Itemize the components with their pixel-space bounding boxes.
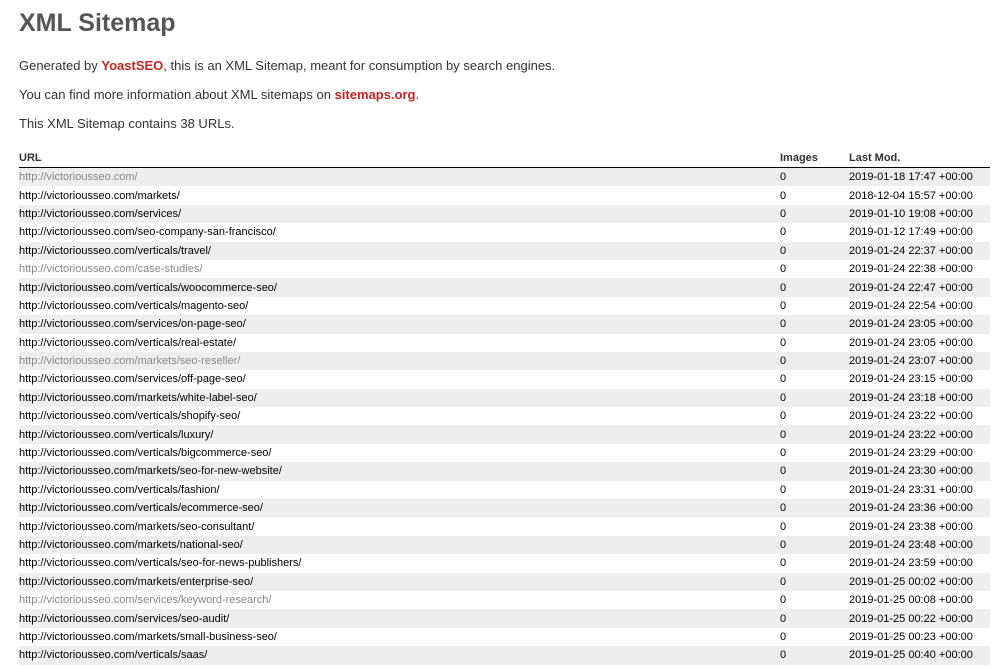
last-modified: 2019-01-24 23:22 +00:00 bbox=[849, 410, 973, 423]
table-row bbox=[19, 223, 990, 241]
last-modified: 2019-01-24 22:47 +00:00 bbox=[849, 278, 990, 296]
images-count: 0 bbox=[780, 189, 787, 202]
table-row bbox=[19, 517, 990, 535]
last-modified: 2019-01-25 00:08 +00:00 bbox=[849, 594, 973, 607]
url-link[interactable]: http://victoriousseo.com/services/ bbox=[19, 207, 182, 220]
url-cell bbox=[19, 646, 780, 664]
table-row bbox=[19, 352, 990, 370]
table-row bbox=[19, 554, 990, 572]
last-modified: 2018-12-04 15:57 +00:00 bbox=[849, 189, 973, 202]
table-row bbox=[19, 646, 990, 664]
last-modified: 2019-01-24 22:38 +00:00 bbox=[849, 263, 973, 276]
url-cell bbox=[19, 260, 780, 278]
url-link[interactable]: http://victoriousseo.com/markets/ bbox=[19, 189, 180, 202]
intro-more-info-after: . bbox=[415, 87, 420, 102]
table-body bbox=[19, 168, 990, 665]
intro-more-info bbox=[19, 87, 990, 103]
table-row bbox=[19, 205, 990, 223]
last-modified: 2019-01-25 00:40 +00:00 bbox=[849, 646, 990, 664]
images-count: 0 bbox=[780, 263, 787, 276]
images-count: 0 bbox=[780, 226, 787, 239]
url-cell bbox=[19, 573, 780, 591]
last-modified: 2019-01-24 23:48 +00:00 bbox=[849, 536, 990, 554]
last-modified: 2019-01-25 00:22 +00:00 bbox=[849, 609, 990, 627]
url-cell bbox=[19, 499, 780, 517]
intro-generated-by bbox=[19, 58, 990, 74]
url-link[interactable]: http://victoriousseo.com/verticals/seo-for-news-publishers/ bbox=[19, 557, 302, 570]
last-modified: 2019-01-24 23:07 +00:00 bbox=[849, 352, 990, 370]
url-link[interactable]: http://victoriousseo.com/verticals/real-estate/ bbox=[19, 336, 237, 349]
images-count: 0 bbox=[780, 520, 787, 533]
last-modified: 2019-01-24 23:05 +00:00 bbox=[849, 336, 973, 349]
last-modified: 2019-01-24 23:18 +00:00 bbox=[849, 389, 990, 407]
last-modified: 2019-01-24 23:22 +00:00 bbox=[849, 425, 990, 443]
table-row bbox=[19, 260, 990, 278]
sitemaps-org-link[interactable]: sitemaps.org bbox=[334, 87, 416, 102]
url-cell bbox=[19, 425, 780, 443]
last-modified: 2019-01-24 23:29 +00:00 bbox=[849, 447, 973, 460]
url-cell bbox=[19, 168, 780, 187]
intro-url-count: This XML Sitemap contains 38 URLs. bbox=[19, 116, 235, 131]
images-count: 0 bbox=[780, 499, 849, 517]
url-cell bbox=[19, 186, 780, 204]
last-modified: 2019-01-24 23:15 +00:00 bbox=[849, 373, 973, 386]
table-row bbox=[19, 168, 990, 187]
table-row bbox=[19, 186, 990, 204]
images-count: 0 bbox=[780, 594, 787, 607]
table-row bbox=[19, 628, 990, 646]
url-cell bbox=[19, 517, 780, 535]
table-row bbox=[19, 444, 990, 462]
url-cell bbox=[19, 536, 780, 554]
images-count: 0 bbox=[780, 315, 849, 333]
url-link[interactable]: http://victoriousseo.com/verticals/magento-seo/ bbox=[19, 299, 249, 312]
intro-generated-by-after: , this is an XML Sitemap, meant for consumption by search engines. bbox=[163, 58, 556, 73]
url-link[interactable]: http://victoriousseo.com/services/off-page-seo/ bbox=[19, 373, 246, 386]
url-link[interactable]: http://victoriousseo.com/services/on-page-seo/ bbox=[19, 318, 246, 331]
url-cell bbox=[19, 205, 780, 223]
table-row bbox=[19, 425, 990, 443]
url-link[interactable]: http://victoriousseo.com/verticals/travel/ bbox=[19, 244, 211, 257]
images-count: 0 bbox=[780, 447, 787, 460]
url-cell bbox=[19, 352, 780, 370]
url-cell bbox=[19, 223, 780, 241]
images-count: 0 bbox=[780, 462, 849, 480]
last-modified: 2019-01-24 23:31 +00:00 bbox=[849, 483, 973, 496]
table-row bbox=[19, 536, 990, 554]
intro-more-info-before: You can find more information about XML sitemaps on bbox=[19, 87, 335, 102]
last-modified: 2019-01-24 23:59 +00:00 bbox=[849, 557, 973, 570]
table-header-row bbox=[19, 150, 990, 168]
url-link[interactable]: http://victoriousseo.com/services/seo-audit/ bbox=[19, 612, 230, 625]
last-modified: 2019-01-24 23:36 +00:00 bbox=[849, 499, 990, 517]
last-modified: 2019-01-24 22:37 +00:00 bbox=[849, 242, 990, 260]
url-link[interactable]: http://victoriousseo.com/verticals/fashion/ bbox=[19, 483, 220, 496]
url-cell bbox=[19, 278, 780, 296]
last-modified: 2019-01-10 19:08 +00:00 bbox=[849, 205, 990, 223]
url-link[interactable]: http://victoriousseo.com/markets/seo-reseller/ bbox=[19, 355, 241, 368]
sitemap-table bbox=[19, 150, 990, 665]
images-count: 0 bbox=[780, 630, 787, 643]
images-count: 0 bbox=[780, 299, 787, 312]
url-cell bbox=[19, 315, 780, 333]
yoastseo-link[interactable]: YoastSEO bbox=[101, 58, 164, 73]
table-row bbox=[19, 481, 990, 499]
table-row bbox=[19, 499, 990, 517]
table-row bbox=[19, 462, 990, 480]
images-count: 0 bbox=[780, 425, 849, 443]
url-cell bbox=[19, 297, 780, 315]
last-modified: 2019-01-24 23:05 +00:00 bbox=[849, 315, 990, 333]
images-count: 0 bbox=[780, 278, 849, 296]
url-cell bbox=[19, 444, 780, 462]
column-header-url: URL bbox=[19, 150, 780, 168]
images-count: 0 bbox=[780, 646, 849, 664]
url-link[interactable]: http://victoriousseo.com/verticals/saas/ bbox=[19, 649, 208, 662]
url-cell bbox=[19, 628, 780, 646]
images-count: 0 bbox=[780, 389, 849, 407]
images-count: 0 bbox=[780, 242, 849, 260]
last-modified: 2019-01-24 23:38 +00:00 bbox=[849, 520, 973, 533]
images-count: 0 bbox=[780, 536, 849, 554]
table-row bbox=[19, 407, 990, 425]
images-count: 0 bbox=[780, 483, 787, 496]
url-link[interactable]: http://victoriousseo.com/verticals/shopify-seo/ bbox=[19, 410, 241, 423]
images-count: 0 bbox=[780, 205, 849, 223]
url-link[interactable]: http://victoriousseo.com/markets/seo-for-new-website/ bbox=[19, 465, 282, 478]
url-link[interactable]: http://victoriousseo.com/seo-company-san-francisco/ bbox=[19, 226, 276, 239]
last-modified: 2019-01-25 00:23 +00:00 bbox=[849, 630, 973, 643]
table-row bbox=[19, 334, 990, 352]
url-link[interactable]: http://victoriousseo.com/services/keyword-research/ bbox=[19, 594, 272, 607]
page-title: XML Sitemap bbox=[19, 9, 176, 37]
column-header-lastmod: Last Mod. bbox=[849, 150, 990, 168]
column-header-images: Images bbox=[780, 150, 849, 168]
url-cell bbox=[19, 554, 780, 572]
images-count: 0 bbox=[780, 352, 849, 370]
url-cell bbox=[19, 591, 780, 609]
url-cell bbox=[19, 370, 780, 388]
url-link[interactable]: http://victoriousseo.com/markets/small-business-seo/ bbox=[19, 630, 277, 643]
last-modified: 2019-01-24 23:30 +00:00 bbox=[849, 462, 990, 480]
url-cell bbox=[19, 462, 780, 480]
table-row bbox=[19, 591, 990, 609]
url-link[interactable]: http://victoriousseo.com/verticals/ecommerce-seo/ bbox=[19, 502, 263, 515]
images-count: 0 bbox=[780, 336, 787, 349]
url-cell bbox=[19, 389, 780, 407]
url-link[interactable]: http://victoriousseo.com/verticals/bigcommerce-seo/ bbox=[19, 447, 272, 460]
url-link[interactable]: http://victoriousseo.com/verticals/woocommerce-seo/ bbox=[19, 281, 277, 294]
images-count: 0 bbox=[780, 373, 787, 386]
last-modified: 2019-01-12 17:49 +00:00 bbox=[849, 226, 973, 239]
images-count: 0 bbox=[780, 557, 787, 570]
last-modified: 2019-01-25 00:02 +00:00 bbox=[849, 573, 990, 591]
intro-generated-by-before: Generated by bbox=[19, 58, 102, 73]
url-cell bbox=[19, 242, 780, 260]
url-link[interactable]: http://victoriousseo.com/verticals/luxury/ bbox=[19, 428, 214, 441]
table-row bbox=[19, 315, 990, 333]
url-link[interactable]: http://victoriousseo.com/markets/white-label-seo/ bbox=[19, 391, 257, 404]
url-cell bbox=[19, 334, 780, 352]
url-cell bbox=[19, 407, 780, 425]
images-count: 0 bbox=[780, 410, 787, 423]
url-link[interactable]: http://victoriousseo.com/markets/national-seo/ bbox=[19, 539, 243, 551]
table-row bbox=[19, 278, 990, 296]
table-row bbox=[19, 370, 990, 388]
images-count: 0 bbox=[780, 573, 849, 591]
table-row bbox=[19, 297, 990, 315]
table-row bbox=[19, 242, 990, 260]
images-count: 0 bbox=[780, 168, 849, 187]
url-link[interactable]: http://victoriousseo.com/markets/seo-consultant/ bbox=[19, 520, 255, 533]
last-modified: 2019-01-18 17:47 +00:00 bbox=[849, 168, 990, 187]
url-link[interactable]: http://victoriousseo.com/markets/enterprise-seo/ bbox=[19, 575, 254, 588]
images-count: 0 bbox=[780, 609, 849, 627]
table-row bbox=[19, 573, 990, 591]
url-link[interactable]: http://victoriousseo.com/case-studies/ bbox=[19, 263, 203, 276]
table-row bbox=[19, 389, 990, 407]
url-cell bbox=[19, 609, 780, 627]
table-row bbox=[19, 609, 990, 627]
last-modified: 2019-01-24 22:54 +00:00 bbox=[849, 299, 973, 312]
url-cell bbox=[19, 481, 780, 499]
url-link[interactable]: http://victoriousseo.com/ bbox=[19, 171, 138, 184]
